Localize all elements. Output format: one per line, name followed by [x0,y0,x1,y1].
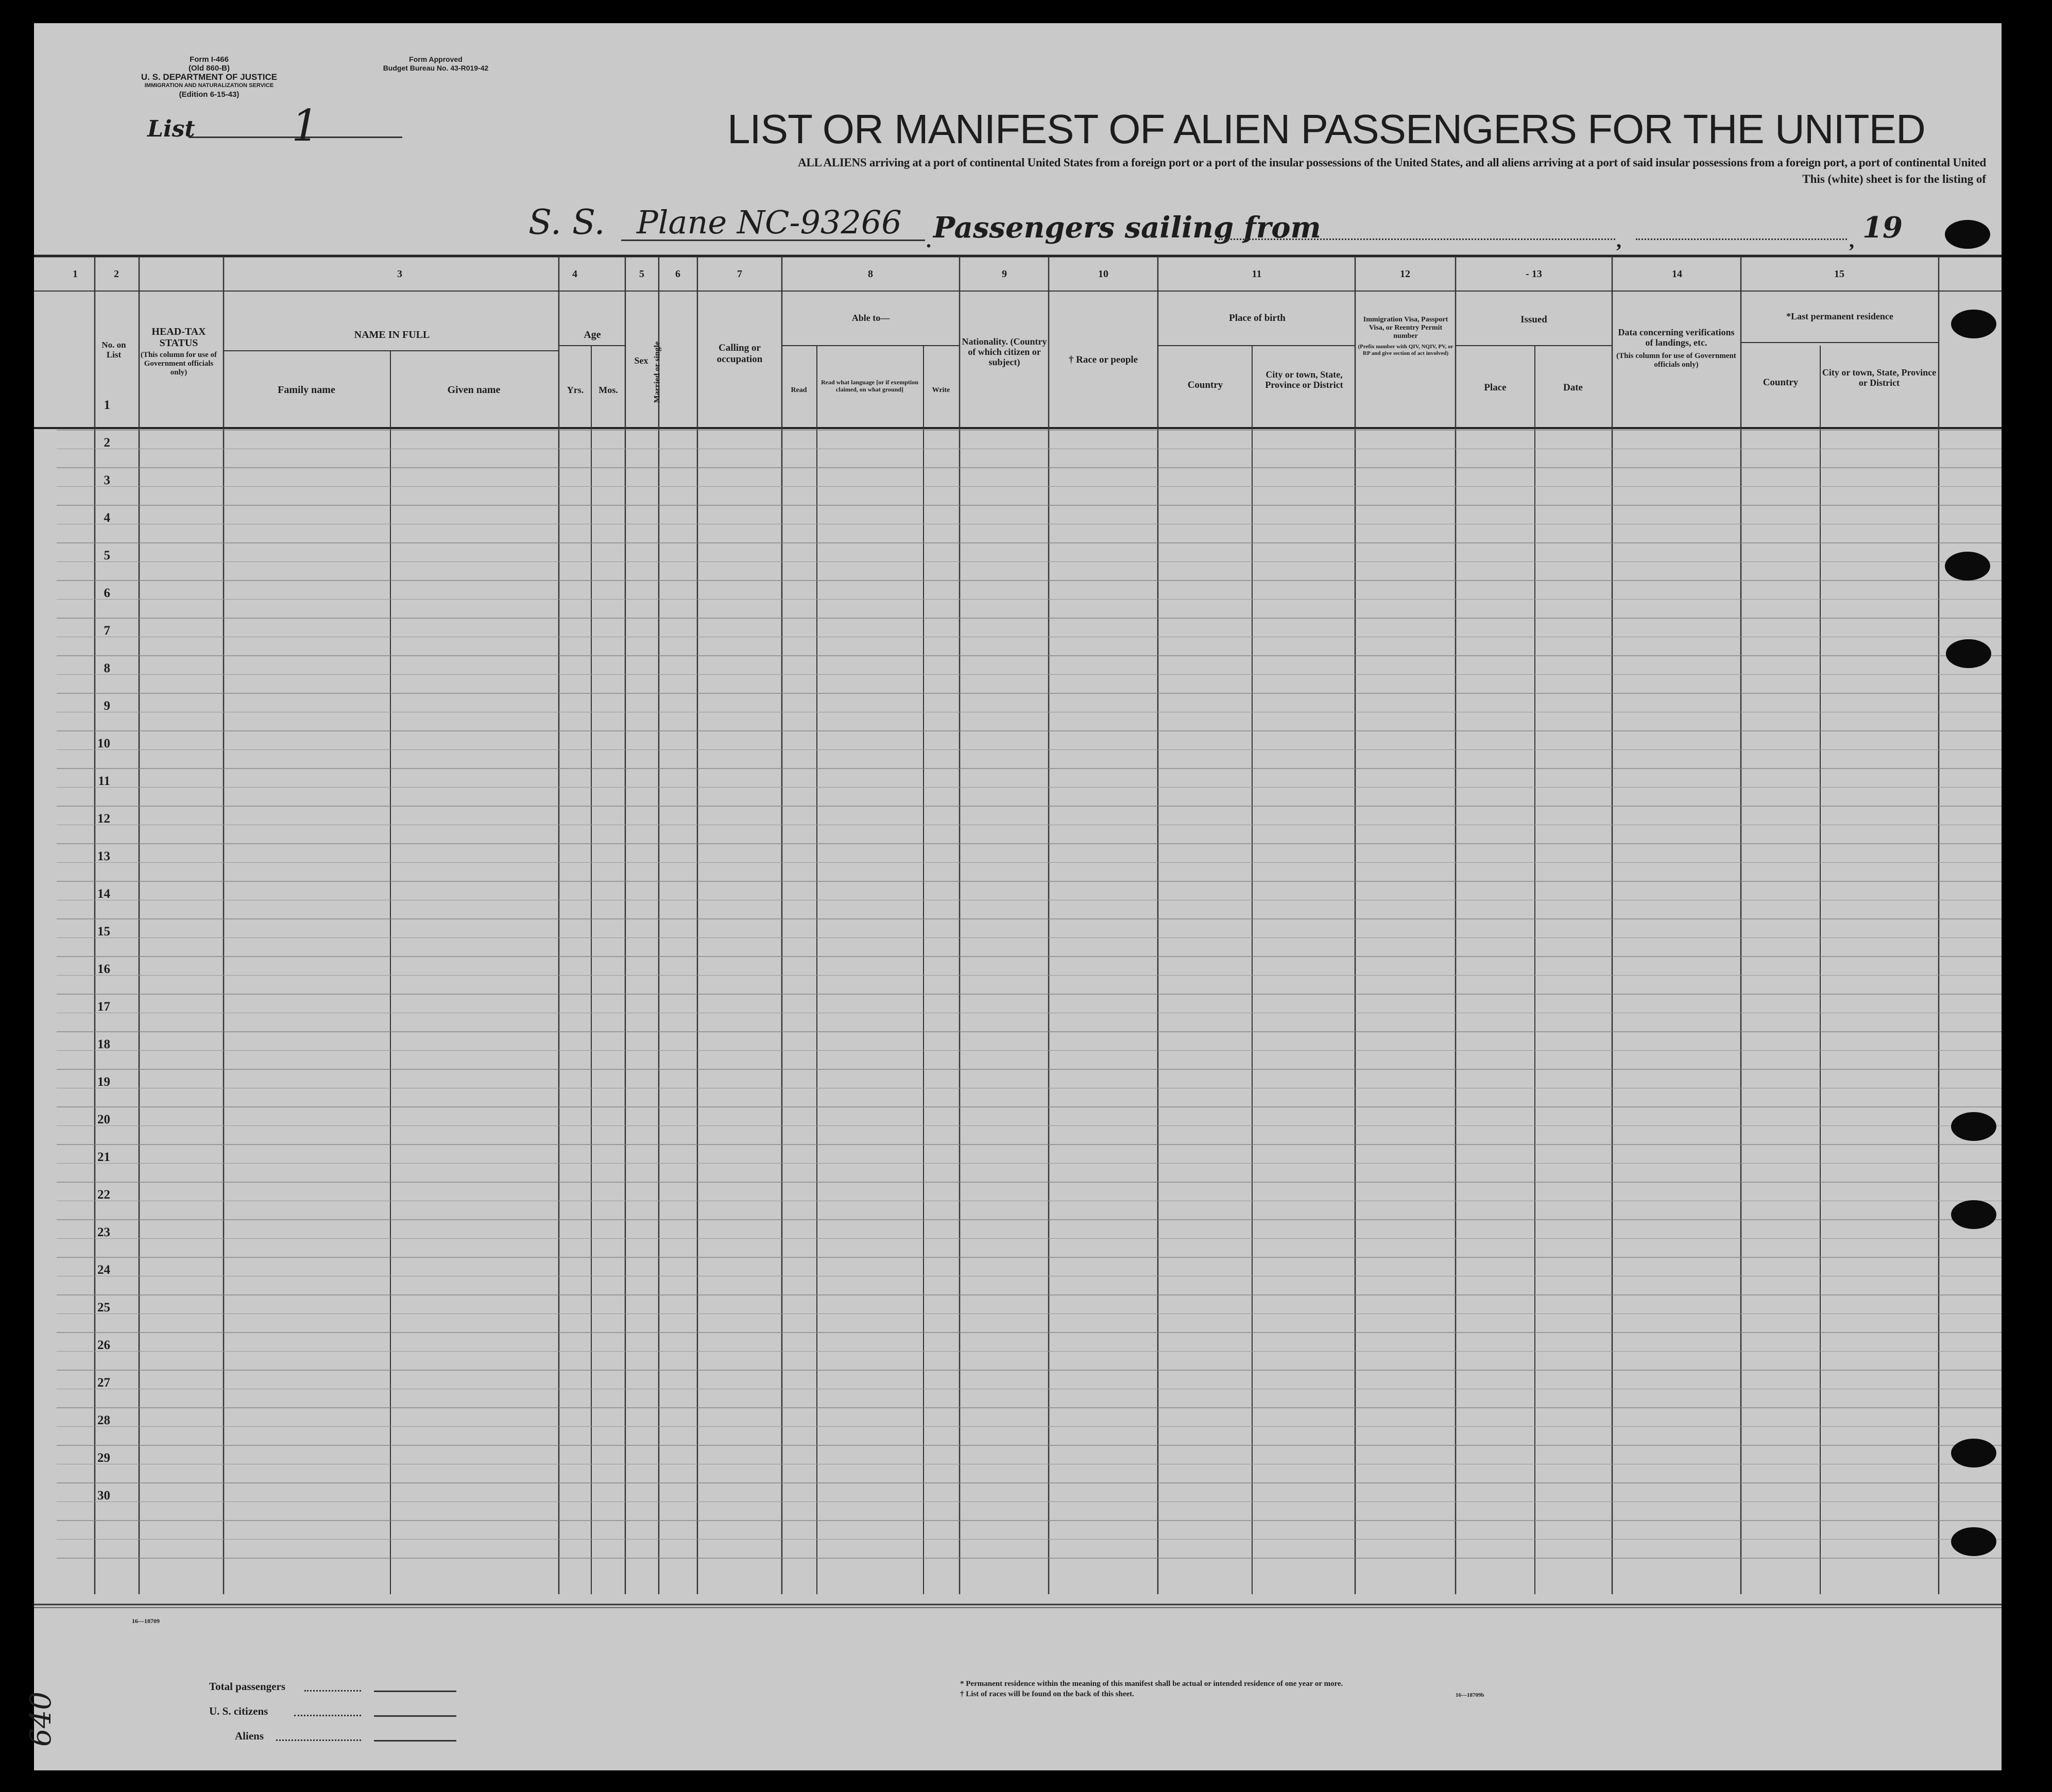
row-number: 30 [97,1489,110,1503]
row-number: 14 [97,887,110,901]
header-birth-country: Country [1187,380,1223,390]
column-number: 5 [639,268,644,280]
row-number: 1 [104,398,110,412]
header-res-city: City or town, State, Province or District [1822,367,1937,388]
us-citizens-label: U. S. citizens [209,1705,268,1717]
header-no-on-list: No. on List [101,340,126,360]
row-number: 8 [104,661,110,675]
column-number: 7 [737,268,742,280]
form-number: Form I-466 [190,55,229,64]
row-number: 18 [97,1037,110,1051]
binding-hole [1945,220,1990,249]
total-passengers-field[interactable] [374,1690,456,1692]
header-read-language: Read what language [or if exemption claimed, on what ground] [821,379,918,393]
row-number: 2 [104,436,110,450]
row-number: 3 [104,473,110,487]
budget-number: Budget Bureau No. 43-R019-42 [383,64,489,72]
row-number: 29 [97,1451,110,1465]
binding-hole [1951,1112,1996,1141]
row-number: 16 [97,962,110,976]
year-comma: , [1849,229,1854,252]
row-number: 20 [97,1113,110,1127]
row-number: 22 [97,1188,110,1202]
form-approved: Form Approved [409,55,463,63]
vessel-prefix: S. S. [528,202,605,242]
header-place-of-birth: Place of birth [1229,313,1286,323]
column-number: 1 [73,268,78,280]
row-number: 26 [97,1338,110,1352]
aliens-dots [276,1738,361,1741]
column-number: 6 [675,268,680,280]
header-head-tax-note: (This column for use of Government officials only) [140,351,217,377]
us-citizens-field[interactable] [374,1715,456,1717]
header-issued-place: Place [1484,382,1507,393]
us-citizens-dots [294,1714,361,1716]
form-edition: (Edition 6-15-43) [179,90,240,99]
column-number: 10 [1098,268,1108,280]
column-number: 8 [868,268,873,280]
row-number: 25 [97,1301,110,1315]
header-birth-city: City or town, State, Province or District [1265,369,1343,390]
column-number: 2 [114,268,119,280]
row-number: 17 [97,1000,110,1014]
row-number: 23 [97,1225,110,1239]
row-number: 28 [97,1413,110,1427]
header-calling: Calling or occupation [716,343,763,365]
header-read: Read [791,386,807,394]
row-number: 19 [97,1075,110,1089]
print-code: 16—18709 [132,1617,160,1625]
column-number: 4 [572,268,577,280]
row-number: 27 [97,1376,110,1390]
row-number: 7 [104,624,110,638]
header-sex: Sex [634,355,648,366]
aliens-label: Aliens [235,1730,264,1742]
header-res-country: Country [1763,377,1799,388]
header-visa: Immigration Visa, Passport Visa, or Reentry Permit number [1363,316,1448,340]
column-number: 15 [1834,268,1844,280]
sailing-comma: , [1616,229,1621,252]
row-number: 6 [104,586,110,600]
row-number: 10 [97,737,110,750]
column-number: 3 [397,268,402,280]
header-nationality: Nationality. (Country of which citizen or subject) [962,336,1047,367]
manifest-grid [34,23,2002,1770]
column-number: - 13 [1526,268,1542,280]
aliens-field[interactable] [374,1739,456,1742]
header-yrs: Yrs. [567,385,584,395]
row-number: 11 [98,774,110,788]
footnote-residence: * Permanent residence within the meaning of this manifest shall be actual or intended residence of one year or more. [960,1680,1343,1688]
binding-hole [1951,1200,1996,1229]
header-data-note: (This column for use of Government officials only) [1616,352,1736,369]
sailing-label: Passengers sailing from [933,211,1321,245]
margin-stamp: 640 [24,1692,58,1747]
header-able-to: Able to— [851,313,890,323]
header-age: Age [584,329,601,340]
header-family-name: Family name [278,384,335,396]
service-name: IMMIGRATION AND NATURALIZATION SERVICE [144,82,274,89]
page-title: LIST OR MANIFEST OF ALIEN PASSENGERS FOR THE UNITED [727,106,1925,152]
header-visa-block [1357,316,1455,357]
department-name: U. S. DEPARTMENT OF JUSTICE [141,72,278,82]
header-mos: Mos. [598,385,618,395]
header-write: Write [932,386,950,394]
header-given-name: Given name [447,384,501,396]
header-name-in-full: NAME IN FULL [354,329,430,340]
footnote-races: † List of races will be found on the back of this sheet. [960,1690,1134,1698]
row-number: 21 [97,1150,110,1164]
page-subtitle-2: This (white) sheet is for the listing of [1802,173,1986,185]
list-number: 1 [292,100,319,151]
header-visa-note: (Prefix number with QIV, NQIV, PV, or RP and give section of act involved) [1358,344,1454,356]
header-last-residence: *Last permanent residence [1786,311,1893,321]
binding-hole [1951,1527,1996,1556]
binding-hole [1946,639,1991,668]
column-number: 9 [1002,268,1007,280]
header-issued-date: Date [1563,382,1583,393]
column-number: 14 [1672,268,1682,280]
manifest-sheet [24,23,2002,1770]
binding-hole [1945,552,1990,581]
vessel-name: Plane NC-93266 [637,203,902,241]
header-issued: Issued [1520,314,1547,325]
row-number: 5 [104,549,110,562]
row-number: 15 [97,925,110,938]
year-prefix: 19 [1862,211,1903,245]
column-number: 11 [1252,268,1262,280]
row-number: 12 [97,812,110,826]
row-number: 24 [97,1263,110,1277]
binding-hole [1951,310,1996,338]
binding-hole [1951,1439,1996,1467]
header-race: † Race or people [1068,354,1138,365]
row-number: 4 [104,511,110,525]
header-head-tax-title: HEAD-TAX STATUS [151,326,206,349]
header-married: Married or single [653,341,662,403]
header-data-concerning: Data concerning verifications of landings, etc. [1618,327,1735,348]
page-subtitle: ALL ALIENS arriving at a port of continental United States from a foreign port or a port of the insular possessions of the United States, and all aliens arriving at a port of said insular possessions from a foreign port, a port of continental United [798,156,1986,169]
vessel-period: . [926,229,931,252]
total-passengers-dots [304,1689,361,1692]
form-old-number: (Old 860-B) [188,64,230,73]
total-passengers-label: Total passengers [209,1680,285,1693]
row-number: 13 [97,849,110,863]
header-head-tax [140,326,217,377]
footnote-code: 16—18709b [1456,1692,1484,1698]
row-number: 9 [104,699,110,713]
header-data-block [1613,327,1739,369]
list-label: List [147,116,195,142]
column-number: 12 [1400,268,1410,280]
